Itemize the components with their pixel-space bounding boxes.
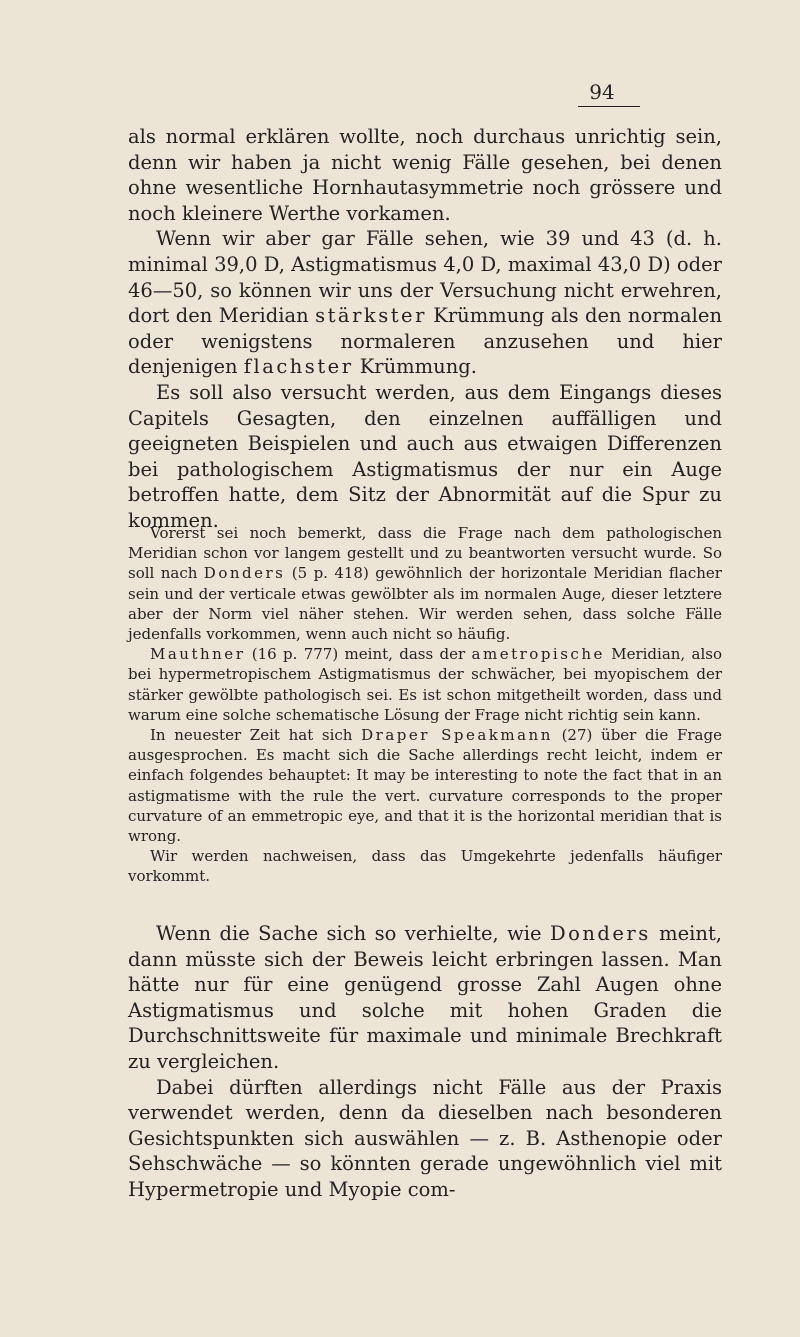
text-run: (16 p. 777) meint, dass der [251,645,466,664]
paragraph-donders [128,523,722,644]
text-run: (5 p. 418) gewöhnlich der horizontale Meridian flacher sein und der verticale etwas gewölbter als im normalen Auge, dieser letztere aber der Norm viel näher stehen. Wir werden sehen, dass solche Fälle jedenfalls vorkommen, wenn auch nicht so häufig. [128,564,722,644]
paragraph-continuation: als normal erklären wollte, noch durchaus unrichtig sein, denn wir haben ja nicht wenig Fälle gesehen, bei denen ohne wesentliche Hornhautasymmetrie noch grössere und noch kleinere Werthe vorkamen. [128,125,722,225]
paragraph-cases [128,226,722,380]
text-run: (27) über die Frage ausgesprochen. Es macht sich die Sache allerdings recht leicht, indem er einfach folgendes behauptet: It may be interesting to note the fact that in an astigmatisme with the rule the vert. curvature corresponds to the proper curvature of an emmetropic eye, and that it is the horizontal meridian that is wrong. [128,726,722,846]
author-name: Donders [549,922,651,945]
page-number-rule [578,106,640,107]
author-name: Draper Speakmann [361,726,553,745]
text-run: Krümmung als den normalen oder wenigstens normaleren anzusehen und hier denjenigen [128,304,723,379]
paragraph-practice: Dabei dürften allerdings nicht Fälle aus der Praxis verwendet werden, denn da dieselben nach besonderen Gesichtspunkten sich auswählen — z. B. Asthenopie oder Sehschwäche — so könnten gerade ungewöhnlich viel mit Hypermetropie und Myopie com- [128,1075,722,1201]
page-number: 94 [589,80,615,104]
emphasis-staerkster: stärkster [315,304,427,328]
main-text-section-2 [128,921,722,1203]
text-run: Wenn die Sache sich so verhielte, wie [156,922,542,945]
author-name: Donders [203,564,286,583]
text-run: meint, dann müsste sich der Beweis leicht erbringen lassen. Man hätte nur für eine genügend grosse Zahl Augen ohne Astigmatismus und solche mit hohen Graden die Durchschnittsweite für maximale und minimale Brechkraft zu vergleichen. [128,922,722,1073]
text-run: Meridian, also bei hypermetropischem Astigmatismus der schwächer, bei myopischem der stärker gewölbte pathologisch sei. Es ist schon mitgetheilt worden, dass und warum eine solche schematische Lösung der Frage nicht richtig sein kann. [128,645,723,724]
text-run: In neuester Zeit hat sich [150,726,353,745]
author-name: Mauthner [150,645,246,664]
paragraph-mauthner [128,644,722,725]
emphasis-flachster: flachster [243,355,354,379]
text-run: Wenn wir aber gar Fälle sehen, wie 39 und 43 (d. h. minimal 39,0 D, Astigmatismus 4,0 D, maximal 43,0 D) oder 46—50, so können wir uns der Versuchung nicht erwehren, dort den Meridian [128,227,722,328]
emphasis-ametropische: ametropische [471,645,605,664]
paragraph-aim: Es soll also versucht werden, aus dem Eingangs dieses Capitels Gesagten, den einzelnen auffälligen und geeigneten Beispielen und auch aus etwaigen Differenzen bei pathologischem Astigmatismus der nur ein Auge betroffen hatte, dem Sitz der Abnormität auf die Spur zu kommen. [128,380,722,532]
paragraph-conclusion: Wir werden nachweisen, dass das Umgekehrte jedenfalls häufiger vorkommt. [128,847,722,886]
text-run: Krümmung. [359,355,477,379]
paragraph-speakmann [128,725,722,846]
main-text-section-1 [128,124,722,534]
text-run: Vorerst sei noch bemerkt, dass die Frage nach dem pathologischen Meridian schon vor langem gestellt und zu beantworten versucht wurde. So soll nach [128,524,722,583]
paragraph-proof [128,921,722,1075]
small-print-section [128,523,722,887]
